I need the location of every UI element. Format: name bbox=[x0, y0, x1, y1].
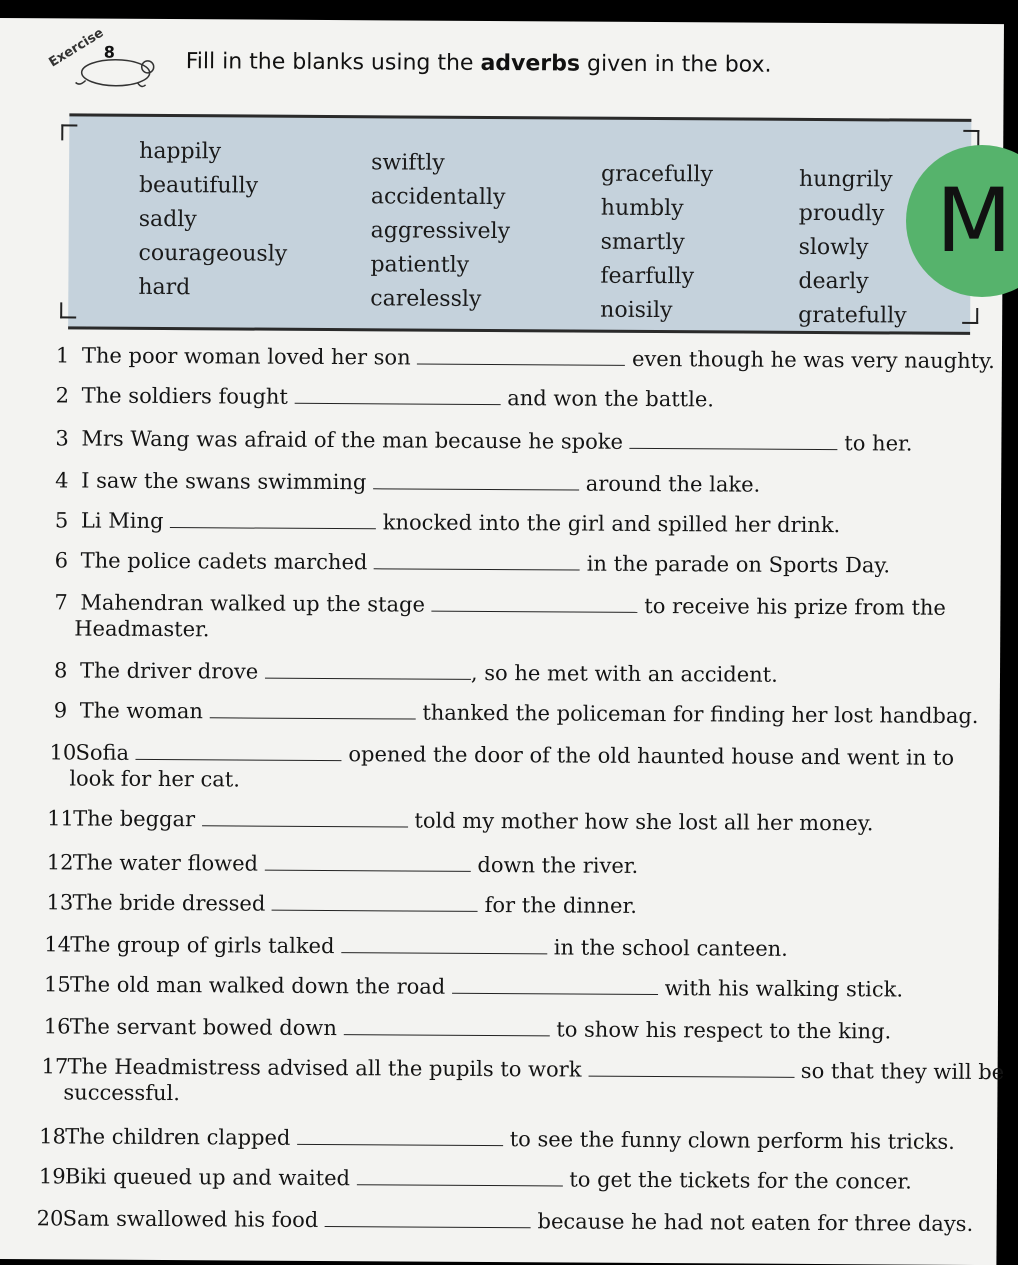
answer-blank[interactable] bbox=[265, 660, 471, 680]
word-item: beautifully bbox=[138, 172, 259, 199]
question-20: 20Sam swallowed his food because he had not eaten for three days. bbox=[36, 1206, 974, 1236]
answer-blank[interactable] bbox=[374, 550, 580, 570]
exercise-label: Exercise bbox=[46, 25, 107, 71]
question-8: 8 The driver drove , so he met with an accident. bbox=[53, 658, 778, 687]
answer-blank[interactable] bbox=[452, 975, 658, 995]
answer-blank[interactable] bbox=[295, 385, 501, 405]
question-17: 17The Headmistress advised all the pupils to work so that they will be bbox=[41, 1054, 1005, 1085]
question-10: 10Sofia opened the door of the old haunted house and went in to bbox=[49, 740, 955, 770]
question-19: 19Biki queued up and waited to get the tickets for the concer. bbox=[38, 1164, 912, 1194]
question-18: 18The children clapped to see the funny clown perform his tricks. bbox=[39, 1124, 955, 1154]
word-item: gracefully bbox=[600, 161, 714, 188]
word-item: proudly bbox=[798, 200, 885, 227]
question-3: 3 Mrs Wang was afraid of the man because he spoke to her. bbox=[55, 426, 913, 456]
question-4: 4 I saw the swans swimming around the lake. bbox=[55, 468, 761, 497]
answer-blank[interactable] bbox=[136, 741, 342, 761]
question-13: 13The bride dressed for the dinner. bbox=[46, 890, 638, 918]
word-item: hungrily bbox=[798, 166, 893, 193]
word-item: noisily bbox=[600, 297, 673, 324]
answer-blank[interactable] bbox=[588, 1058, 794, 1078]
word-item: swiftly bbox=[371, 150, 445, 176]
question-6: 6 The police cadets marched in the parade on Sports Day. bbox=[54, 548, 891, 578]
word-item: dearly bbox=[798, 268, 869, 295]
question-14: 14The group of girls talked in the school canteen. bbox=[44, 932, 788, 961]
exercise-number: 8 bbox=[103, 42, 115, 62]
turtle-icon bbox=[46, 32, 156, 89]
word-item: humbly bbox=[600, 195, 684, 222]
question-9: 9 The woman thanked the policeman for finding her lost handbag. bbox=[53, 698, 979, 728]
question-10-continuation: look for her cat. bbox=[69, 766, 241, 792]
word-item: fearfully bbox=[600, 263, 695, 290]
word-item: courageously bbox=[138, 240, 288, 267]
question-15: 15The old man walked down the road with his walking stick. bbox=[44, 972, 904, 1002]
word-item: hard bbox=[138, 274, 191, 301]
question-17-continuation: successful. bbox=[63, 1080, 181, 1106]
question-16: 16The servant bowed down to show his respect to the king. bbox=[43, 1014, 892, 1044]
word-column-2 bbox=[370, 146, 510, 317]
word-box bbox=[68, 113, 971, 335]
answer-blank[interactable] bbox=[417, 346, 625, 366]
question-7: 7 Mahendran walked up the stage to receive his prize from the bbox=[54, 590, 946, 620]
answer-blank[interactable] bbox=[297, 1126, 503, 1146]
word-item: smartly bbox=[600, 229, 685, 256]
question-12: 12The water flowed down the river. bbox=[46, 850, 639, 878]
answer-blank[interactable] bbox=[325, 1208, 531, 1228]
question-1: 1 The poor woman loved her son even though he was very naughty. bbox=[55, 343, 995, 374]
word-item: accidentally bbox=[370, 184, 506, 211]
answer-blank[interactable] bbox=[373, 470, 579, 490]
question-11: 11The beggar told my mother how she lost all her money. bbox=[47, 806, 874, 836]
answer-blank[interactable] bbox=[170, 509, 376, 529]
word-item: aggressively bbox=[370, 218, 511, 245]
word-item: happily bbox=[139, 138, 222, 165]
answer-blank[interactable] bbox=[202, 807, 408, 827]
word-item: sadly bbox=[138, 206, 197, 233]
word-item: slowly bbox=[798, 234, 869, 261]
answer-blank[interactable] bbox=[630, 430, 838, 450]
answer-blank[interactable] bbox=[265, 852, 471, 872]
question-5: 5 Li Ming knocked into the girl and spilled her drink. bbox=[54, 508, 841, 538]
word-item: gratefully bbox=[798, 302, 907, 329]
answer-blank[interactable] bbox=[344, 1016, 550, 1036]
m-letter: M bbox=[936, 169, 1012, 272]
word-item: carelessly bbox=[370, 286, 482, 312]
instruction-text: Fill in the blanks using the adverbs given in the box. bbox=[185, 49, 772, 78]
word-column-3 bbox=[600, 158, 713, 329]
worksheet-page bbox=[0, 18, 1004, 1265]
answer-blank[interactable] bbox=[357, 1166, 563, 1186]
answer-blank[interactable] bbox=[272, 892, 478, 912]
word-column-4 bbox=[798, 163, 907, 334]
answer-blank[interactable] bbox=[210, 699, 416, 719]
exercise-badge bbox=[46, 25, 156, 89]
word-column-1 bbox=[138, 135, 288, 306]
question-7-continuation: Headmaster. bbox=[74, 616, 210, 642]
word-item: patiently bbox=[370, 252, 470, 278]
answer-blank[interactable] bbox=[432, 593, 638, 613]
question-2: 2 The soldiers fought and won the battle. bbox=[55, 383, 715, 412]
answer-blank[interactable] bbox=[341, 934, 547, 954]
